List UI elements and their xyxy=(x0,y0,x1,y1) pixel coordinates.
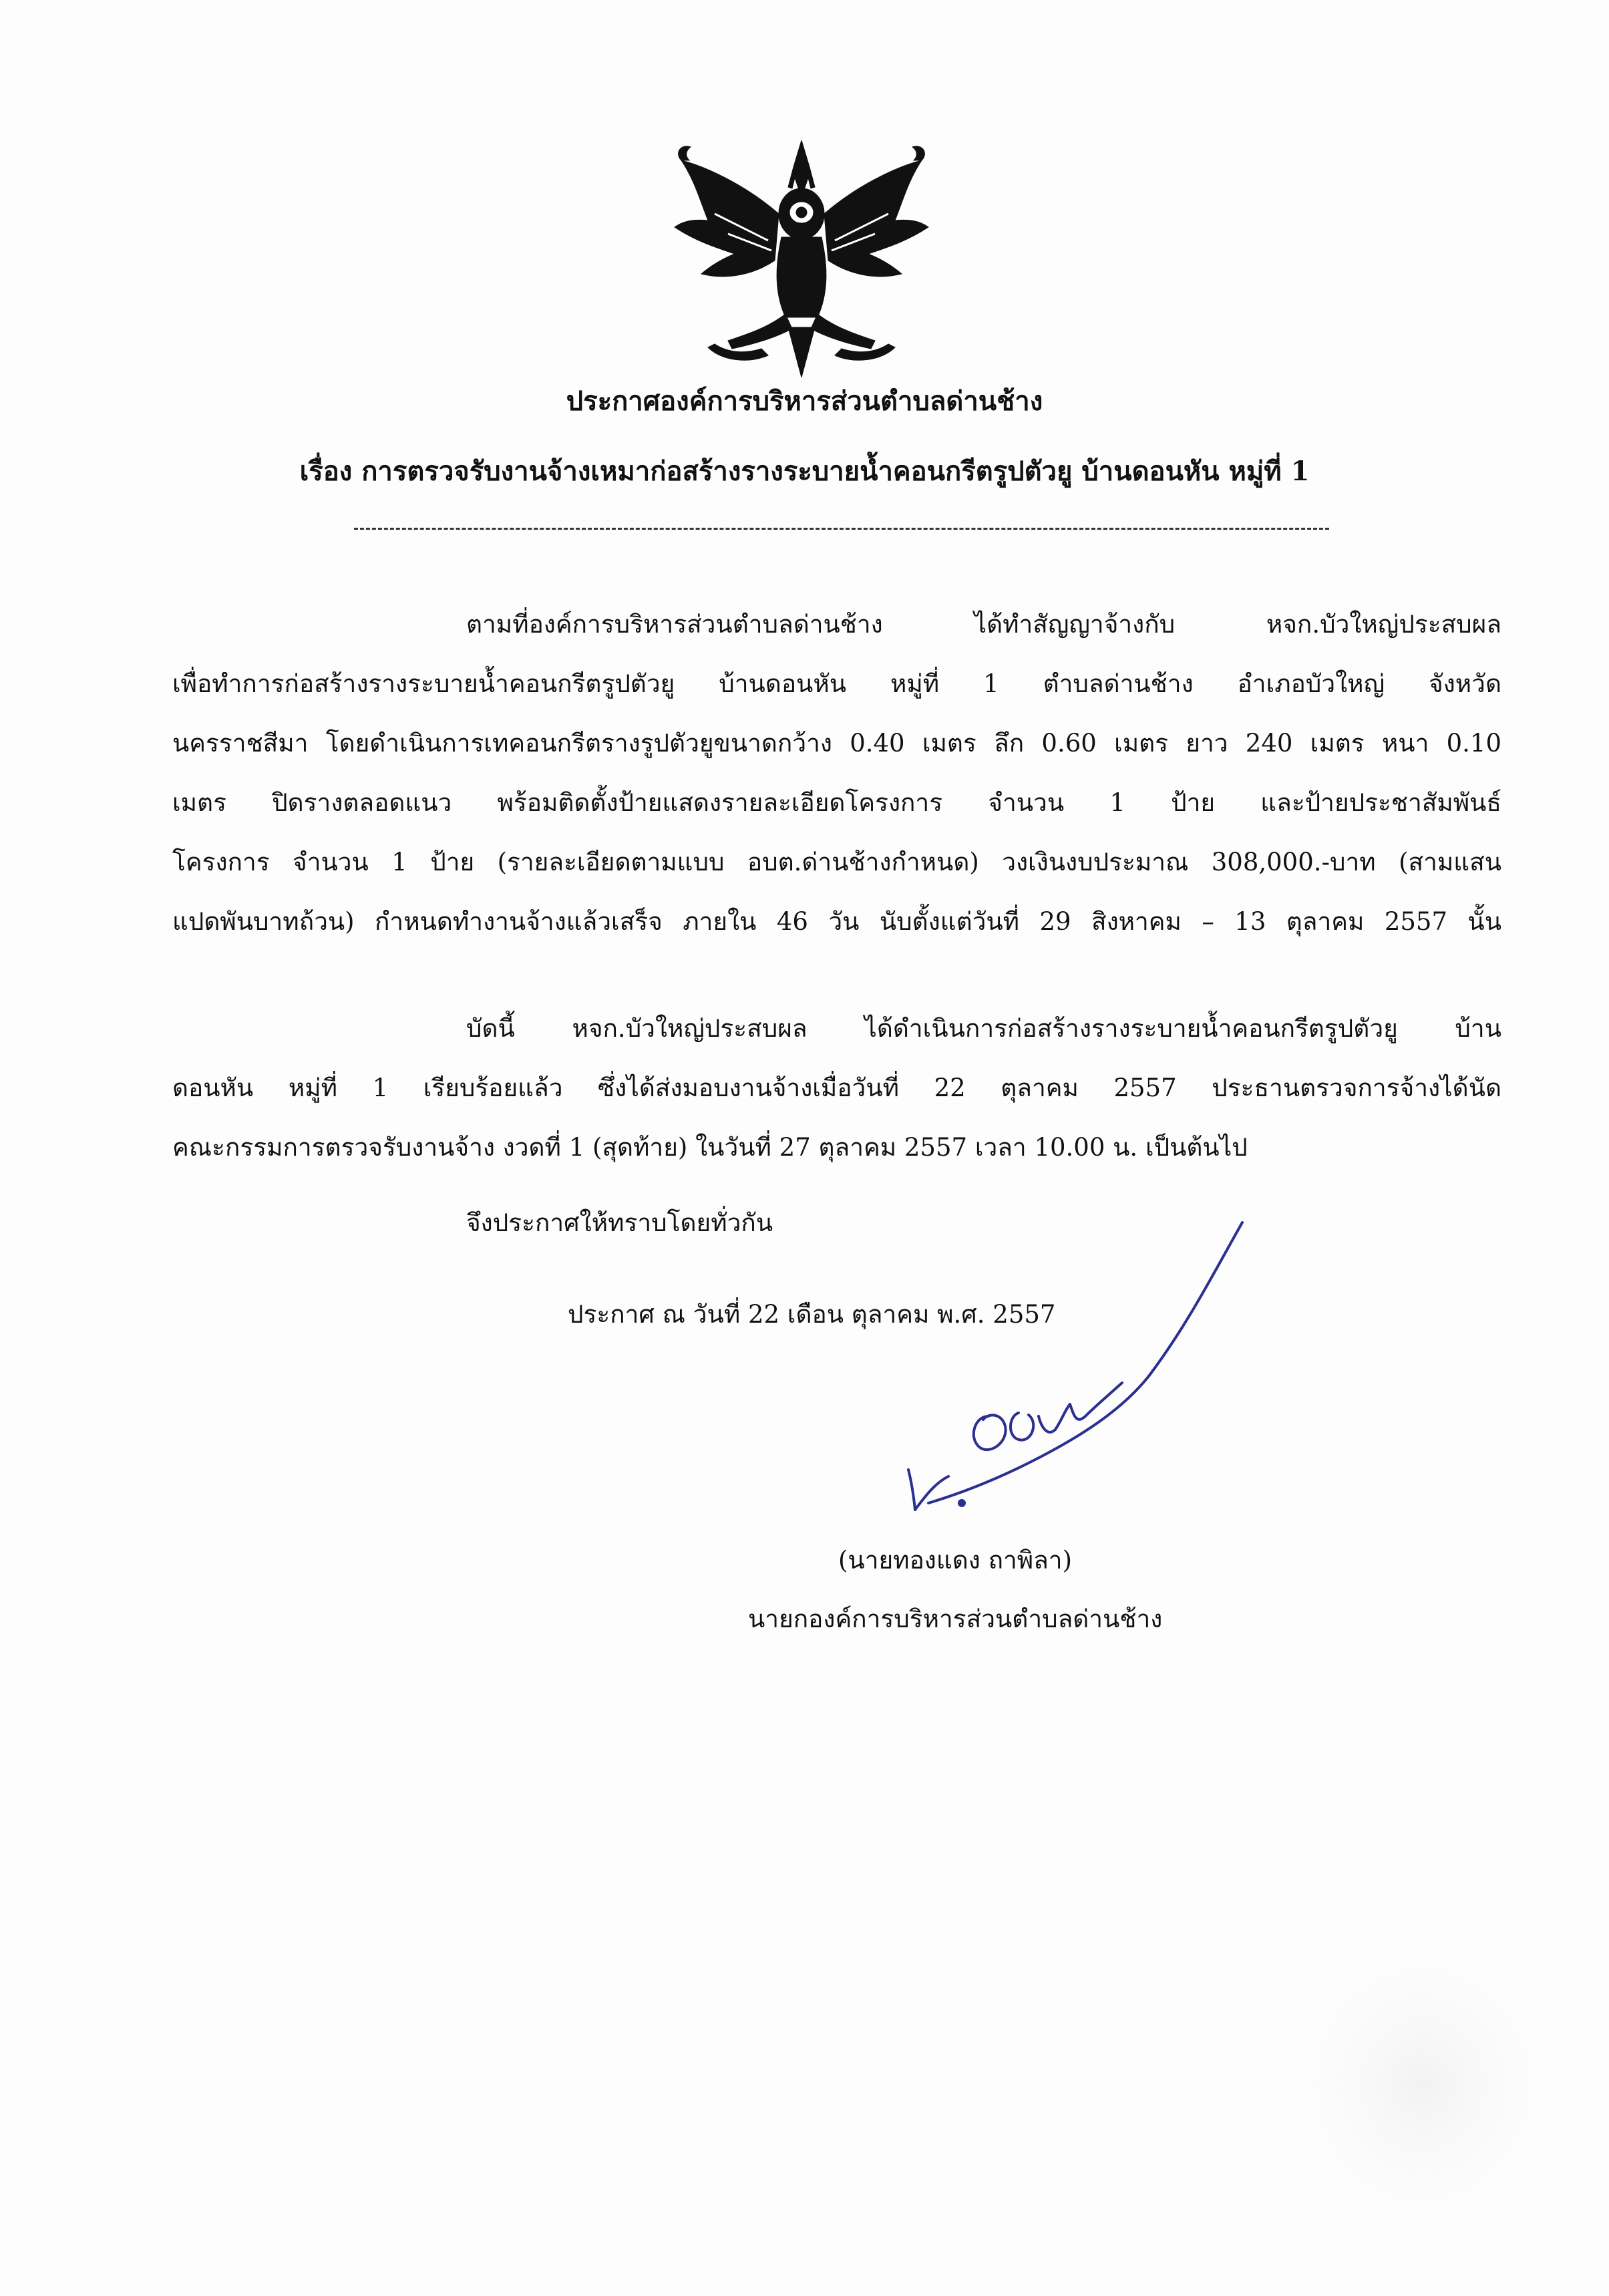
handwritten-signature xyxy=(895,1216,1269,1536)
document-subject: เรื่อง การตรวจรับงานจ้างเหมาก่อสร้างรางระบายน้ำคอนกรีตรูปตัวยู บ้านดอนหัน หมู่ที่ 1 xyxy=(299,456,1310,487)
paper-smudge xyxy=(1222,1884,1570,2258)
paragraph-line: ตามที่องค์การบริหารส่วนตำบลด่านช้าง ได้ทำสัญญาจ้างกับ หจก.บัวใหญ่ประสบผล xyxy=(466,610,1501,639)
paragraph-line: เพื่อทำการก่อสร้างรางระบายน้ำคอนกรีตรูปตัวยู บ้านดอนหัน หมู่ที่ 1 ตำบลด่านช้าง อำเภอบัวใหญ่ จังหวัด xyxy=(172,669,1501,698)
paragraph-line: คณะกรรมการตรวจรับงานจ้าง งวดที่ 1 (สุดท้าย) ในวันที่ 27 ตุลาคม 2557 เวลา 10.00 น. เป็นต้นไป xyxy=(172,1133,1248,1162)
signer-position: นายกองค์การบริหารส่วนตำบลด่านช้าง xyxy=(748,1605,1163,1633)
signer-name: (นายทองแดง ถาพิลา) xyxy=(838,1546,1073,1575)
paragraph-line: เมตร ปิดรางตลอดแนว พร้อมติดตั้งป้ายแสดงรายละเอียดโครงการ จำนวน 1 ป้าย และป้ายประชาสัมพันธ์ xyxy=(172,788,1501,817)
garuda-emblem-icon xyxy=(668,140,935,377)
paragraph-line: แปดพันบาทถ้วน) กำหนดทำงานจ้างแล้วเสร็จ ภายใน 46 วัน นับตั้งแต่วันที่ 29 สิงหาคม – 13 ตุลาคม 2557 นั้น xyxy=(172,907,1501,936)
paragraph-line: โครงการ จำนวน 1 ป้าย (รายละเอียดตามแบบ อบต.ด่านช้างกำหนด) วงเงินงบประมาณ 308,000.-บาท (สามแสน xyxy=(172,848,1501,876)
document-title: ประกาศองค์การบริหารส่วนตำบลด่านช้าง xyxy=(566,385,1043,417)
paragraph-line: บัดนี้ หจก.บัวใหญ่ประสบผล ได้ดำเนินการก่อสร้างรางระบายน้ำคอนกรีตรูปตัวยู บ้าน xyxy=(466,1014,1501,1043)
paragraph-contract xyxy=(172,595,1501,951)
closing-statement: จึงประกาศให้ทราบโดยทั่วกัน xyxy=(466,1208,773,1237)
paragraph-line: นครราชสีมา โดยดำเนินการเทคอนกรีตรางรูปตัวยูขนาดกว้าง 0.40 เมตร ลึก 0.60 เมตร ยาว 240 เมตร หนา 0.10 xyxy=(172,729,1501,758)
paragraph-inspection xyxy=(172,999,1501,1177)
title-divider xyxy=(354,528,1329,530)
announcement-date: ประกาศ ณ วันที่ 22 เดือน ตุลาคม พ.ศ. 2557 xyxy=(568,1300,1056,1329)
paragraph-line: ดอนหัน หมู่ที่ 1 เรียบร้อยแล้ว ซึ่งได้ส่งมอบงานจ้างเมื่อวันที่ 22 ตุลาคม 2557 ประธานตรวจการจ้างได้นัด xyxy=(172,1074,1501,1102)
